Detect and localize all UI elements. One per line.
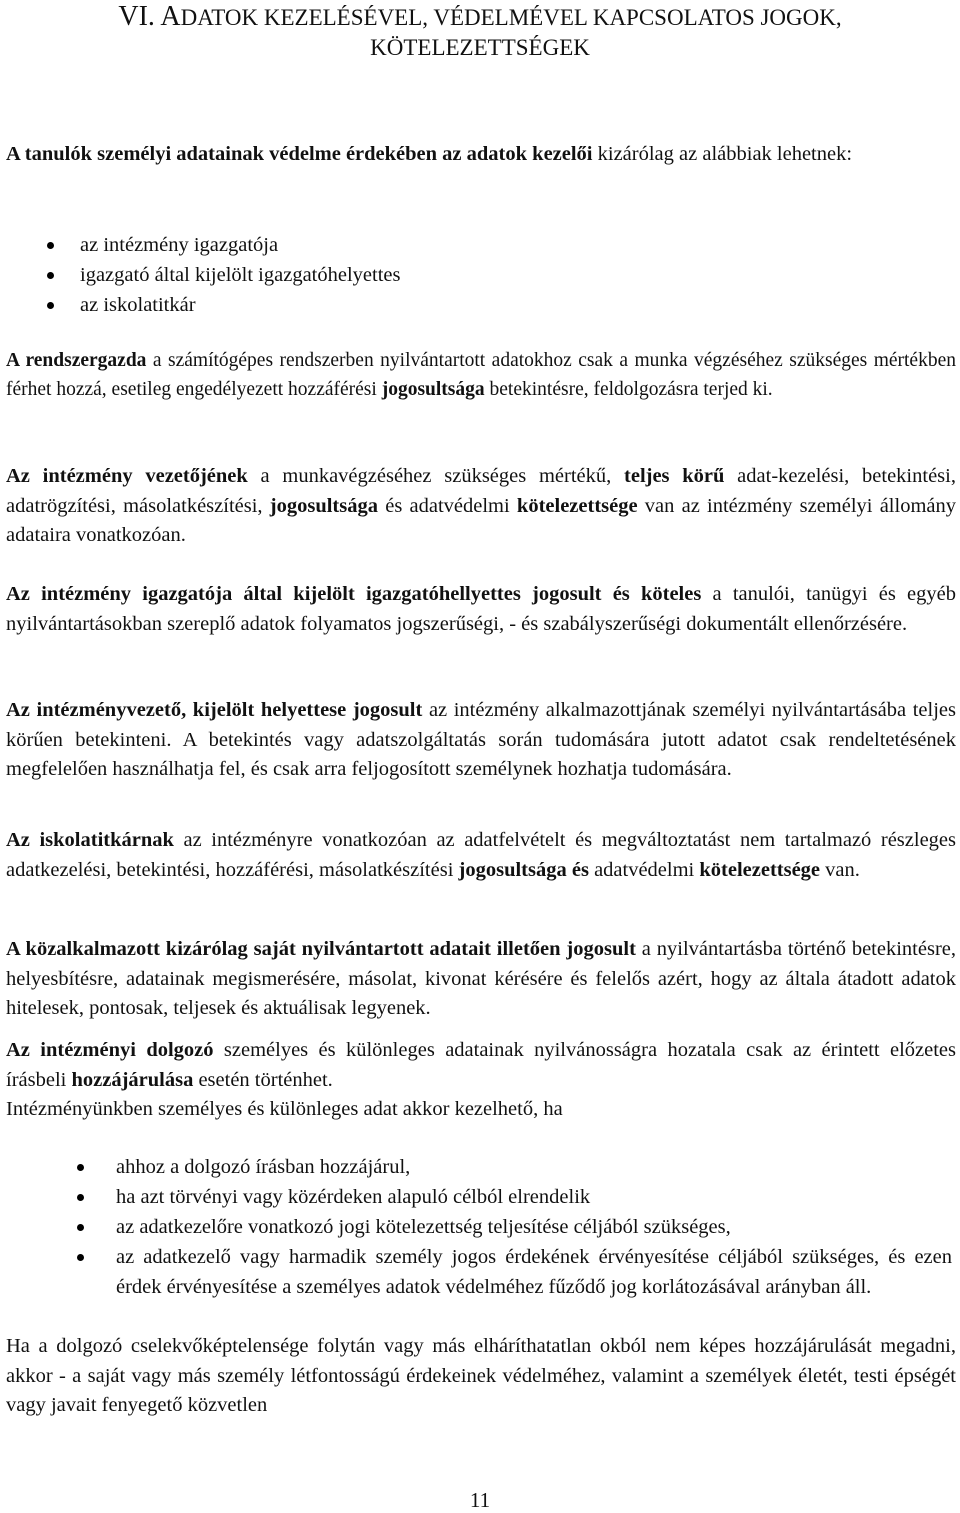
worker-paragraph: [6, 1036, 956, 1095]
deputy-paragraph: [6, 580, 956, 639]
conditions-list: [0, 1152, 956, 1302]
body-text: a nyilvántartásba történő betekintésre, helyesbítésre, adatainak megismerésére, másolat, kivonat kérésére és felelős azért, hogy az általa átadott adatok hitelesek, pontosak, teljesek és aktuálisak legyenek.: [6, 938, 956, 1019]
list-item: az iskolatitkár: [0, 290, 956, 320]
bold-text: jogosultsága és: [458, 858, 589, 881]
list-item: az adatkezelő vagy harmadik személy jogos érdekének érvényesítése céljából szükséges, és ezen érdek érvényesítése a személyes adatok védelméhez fűződő jog korlátozásával arányban áll.: [0, 1242, 956, 1302]
leader-paragraph: [6, 462, 956, 551]
employee-paragraph: [6, 935, 956, 1024]
bold-text: kötelezettsége: [516, 494, 638, 517]
body-text: az intézményre vonatkozóan az adatfelvételt és megváltoztatást nem tartalmazó részleges adatkezelési, betekintési, hozzáférési, másolatkészítési: [6, 829, 957, 881]
section-heading: [0, 2, 960, 63]
body-text: személyes és különleges adatainak nyilvánosságra hozatala csak az érintett előzetes írásbeli: [6, 1039, 956, 1091]
body-text: esetén történhet.: [193, 1068, 333, 1091]
list-item: ha azt törvényi vagy közérdeken alapuló célból elrendelik: [0, 1182, 956, 1212]
body-text: van.: [820, 858, 860, 881]
heading-line1: DATOK KEZELÉSÉVEL, VÉDELMÉVEL KAPCSOLATOS JOGOK,: [180, 5, 842, 30]
bold-text: Az iskolatitkárnak: [6, 829, 174, 851]
bold-text: teljes körű: [624, 465, 725, 487]
page-number: 11: [469, 1488, 491, 1512]
secretary-paragraph: [6, 826, 956, 885]
intro-text: kizárólag az alábbiak lehetnek:: [592, 143, 853, 165]
body-text: adat-kezelési, betekintési, adatrögzítési, másolatkészítési,: [6, 465, 956, 517]
bold-text: hozzájárulása: [71, 1068, 194, 1091]
bold-text: Az intézmény igazgatója által kijelölt igazgatóhellyettes jogosult és köteles: [6, 583, 702, 605]
bold-text: Az intézmény vezetőjének: [6, 465, 248, 487]
body-text: az intézmény alkalmazottjának személyi nyilvántartásába teljes körűen betekinteni. A betekintés vagy adatszolgáltatás során tudomására jutott adatot csak rendeltetésének megfelelően használhatja fel, és csak arra feljogosított személynek hozhatja tudomására.: [6, 699, 956, 780]
list-item: ahhoz a dolgozó írásban hozzájárul,: [0, 1152, 956, 1182]
intro-paragraph: [6, 140, 956, 170]
incapable-paragraph: Ha a dolgozó cselekvőképtelensége folytán vagy más elháríthatatlan okból nem képes hozzájárulását megadni, akkor - a saját vagy más személy létfontosságú érdekeinek védelméhez, valamint a személyek életét, testi épségét vagy javait fenyegető közvetlen: [6, 1335, 956, 1416]
list-item: az adatkezelőre vonatkozó jogi kötelezettség teljesítése céljából szükséges,: [0, 1212, 956, 1242]
bold-text: kötelezettsége: [699, 858, 821, 881]
body-text: a számítógépes rendszerben nyilvántartott adatokhoz csak a munka végzéséhez szükséges mértékben férhet hozzá, esetileg engedélyezett hozzáférési: [6, 350, 956, 400]
leader2-paragraph: [6, 696, 956, 785]
body-text: adatvédelmi: [588, 858, 700, 881]
bold-text: Az intézményi dolgozó: [6, 1039, 214, 1061]
bold-text: jogosultsága: [381, 379, 485, 400]
condition-paragraph: Intézményünkben személyes és különleges adat akkor kezelhető, ha: [6, 1098, 563, 1120]
body-text: a munkavégzéséhez szükséges mértékű,: [247, 465, 625, 487]
admin-paragraph: [6, 346, 956, 404]
heading-prefix: VI. A: [118, 1, 181, 32]
bold-text: Az intézményvezető, kijelölt helyettese jogosult: [6, 699, 423, 721]
body-text: és adatvédelmi: [378, 494, 517, 517]
bold-text: A rendszergazda: [6, 350, 147, 371]
list-item: igazgató által kijelölt igazgatóhelyettes: [0, 260, 956, 290]
body-text: van az intézmény személyi állomány adataira vonatkozóan.: [6, 494, 956, 546]
body-text: betekintésre, feldolgozásra terjed ki.: [484, 379, 773, 400]
handlers-list: [0, 230, 956, 320]
heading-line2: KÖTELEZETTSÉGEK: [370, 35, 590, 60]
bold-text: A közalkalmazott kizárólag saját nyilvántartott adatait illetően jogosult: [6, 938, 636, 960]
list-item: az intézmény igazgatója: [0, 230, 956, 260]
body-text: a tanulói, tanügyi és egyéb nyilvántartásokban szereplő adatok folyamatos jogszerűségi, - és szabályszerűségi dokumentált ellenőrzésére.: [6, 583, 956, 635]
bold-text: jogosultsága: [269, 494, 378, 517]
intro-bold: A tanulók személyi adatainak védelme érdekében az adatok kezelői: [6, 143, 593, 165]
